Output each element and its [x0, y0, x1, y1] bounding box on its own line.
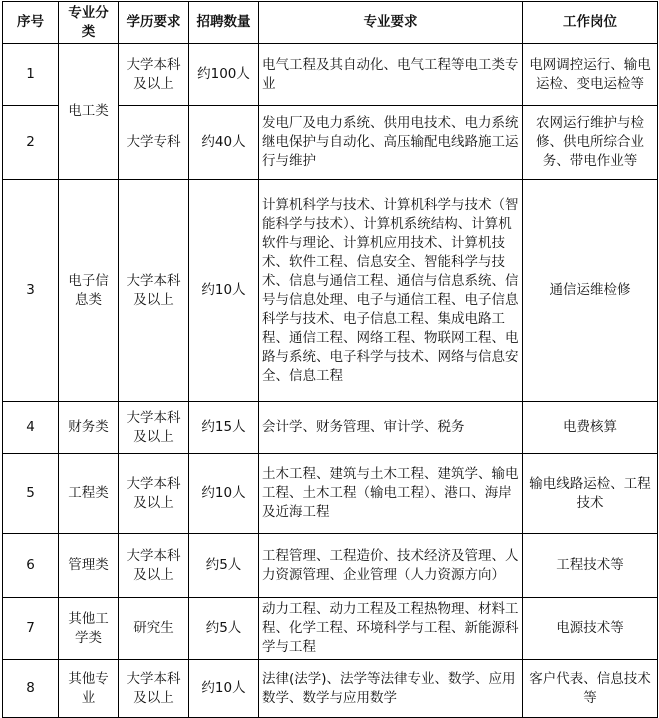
cell-posts: 工程技术等: [523, 534, 658, 598]
cell-education: 大学本科及以上: [119, 44, 189, 106]
cell-count: 约40人: [189, 106, 259, 180]
cell-count: 约15人: [189, 402, 259, 454]
cell-posts: 输电线路运检、工程技术: [523, 454, 658, 534]
cell-education: 大学本科及以上: [119, 454, 189, 534]
cell-education: 大学本科及以上: [119, 180, 189, 402]
cell-category: 电工类: [59, 44, 119, 180]
table-row: [3, 180, 658, 402]
cell-category: 电子信息类: [59, 180, 119, 402]
cell-majors: 计算机科学与技术、计算机科学与技术（智能科学与技术）、计算机系统结构、计算机软件与理论、计算机应用技术、计算机技术、软件工程、信息安全、智能科学与技术、信息与通信工程、通信与信息系统、信号与信息处理、电子与通信工程、电子信息科学与技术、电子信息工程、集成电路工程、通信工程、网络工程、物联网工程、电路与系统、电子科学与技术、网络与信息安全、信息工程: [259, 180, 523, 402]
cell-education: 大学本科及以上: [119, 534, 189, 598]
cell-majors: 工程管理、工程造价、技术经济及管理、人力资源管理、企业管理（人力资源方向）: [259, 534, 523, 598]
header-category: 专业分类: [59, 2, 119, 44]
table-row: [3, 660, 658, 718]
cell-count: 约5人: [189, 598, 259, 660]
cell-education: 大学本科及以上: [119, 402, 189, 454]
cell-majors: 电气工程及其自动化、电气工程等电工类专业: [259, 44, 523, 106]
cell-no: 8: [3, 660, 59, 718]
cell-posts: 电网调控运行、输电运检、变电运检等: [523, 44, 658, 106]
header-count: 招聘数量: [189, 2, 259, 44]
cell-no: 7: [3, 598, 59, 660]
cell-majors: 法律(法学)、法学等法律专业、数学、应用数学、数学与应用数学: [259, 660, 523, 718]
cell-majors: 会计学、财务管理、审计学、税务: [259, 402, 523, 454]
header-education: 学历要求: [119, 2, 189, 44]
recruitment-table: [2, 1, 658, 718]
cell-category: 工程类: [59, 454, 119, 534]
cell-posts: 农网运行维护与检修、供电所综合业务、带电作业等: [523, 106, 658, 180]
cell-posts: 电源技术等: [523, 598, 658, 660]
cell-majors: 发电厂及电力系统、供用电技术、电力系统继电保护与自动化、高压输配电线路施工运行与维护: [259, 106, 523, 180]
cell-no: 2: [3, 106, 59, 180]
cell-count: 约10人: [189, 454, 259, 534]
cell-count: 约5人: [189, 534, 259, 598]
cell-posts: 电费核算: [523, 402, 658, 454]
cell-no: 6: [3, 534, 59, 598]
cell-no: 5: [3, 454, 59, 534]
table-row: [3, 598, 658, 660]
table-row: [3, 454, 658, 534]
cell-count: 约10人: [189, 660, 259, 718]
table-row: [3, 534, 658, 598]
cell-majors: 动力工程、动力工程及工程热物理、材料工程、化学工程、环境科学与工程、新能源科学与工程: [259, 598, 523, 660]
cell-category: 其他工学类: [59, 598, 119, 660]
cell-no: 1: [3, 44, 59, 106]
cell-no: 3: [3, 180, 59, 402]
cell-count: 约10人: [189, 180, 259, 402]
header-posts: 工作岗位: [523, 2, 658, 44]
header-majors: 专业要求: [259, 2, 523, 44]
header-no: 序号: [3, 2, 59, 44]
table-row: [3, 402, 658, 454]
cell-education: 大学专科: [119, 106, 189, 180]
cell-posts: 通信运维检修: [523, 180, 658, 402]
cell-education: 研究生: [119, 598, 189, 660]
header-row: [3, 2, 658, 44]
table-row: [3, 44, 658, 106]
cell-count: 约100人: [189, 44, 259, 106]
cell-majors: 土木工程、建筑与土木工程、建筑学、输电工程、土木工程（输电工程）、港口、海岸及近海工程: [259, 454, 523, 534]
cell-no: 4: [3, 402, 59, 454]
cell-category: 其他专业: [59, 660, 119, 718]
cell-category: 财务类: [59, 402, 119, 454]
cell-posts: 客户代表、信息技术等: [523, 660, 658, 718]
cell-category: 管理类: [59, 534, 119, 598]
cell-education: 大学本科及以上: [119, 660, 189, 718]
